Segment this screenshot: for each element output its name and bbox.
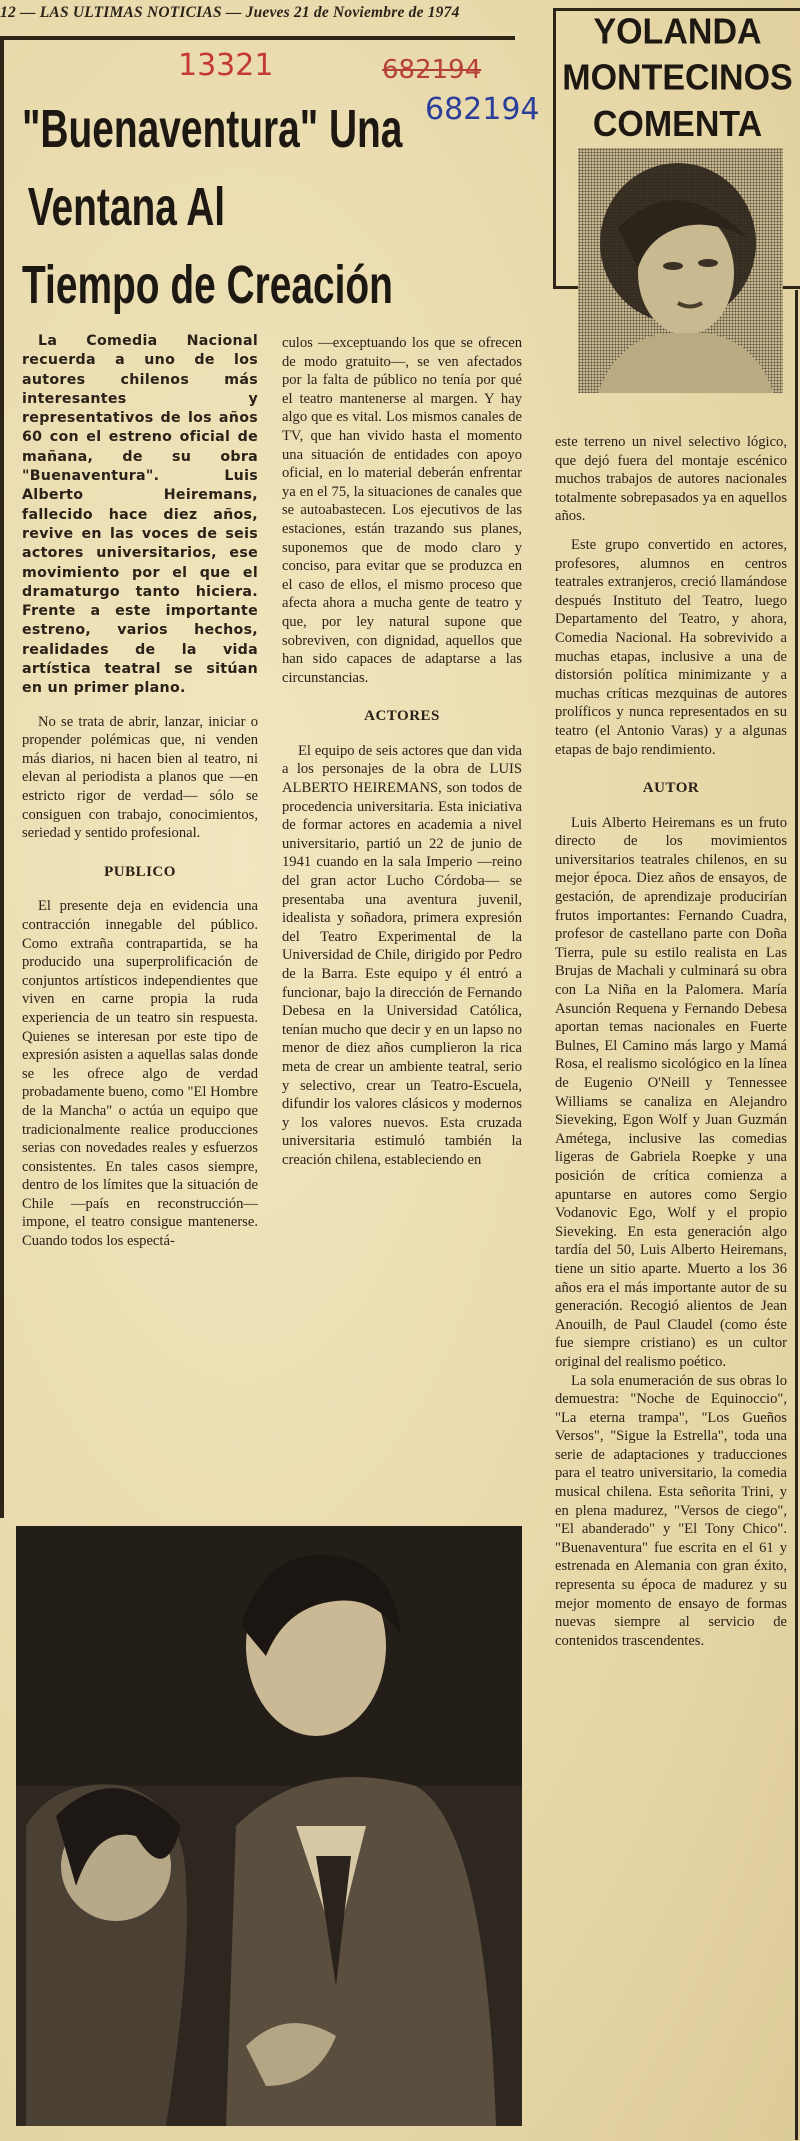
archive-number-blue: 682194 (425, 92, 540, 127)
author-portrait (578, 148, 783, 393)
paragraph: La sola enumeración de sus obras lo demuestra: "Noche de Equinoccio", "La eterna trampa", "Los Gueños Versos", "Sigue la Estrella", toda una serie de adaptaciones y traducciones para el teatro universitario, la comedia musical chilena. Esta señorita Trini, y en plena madurez, "Versos de ciego", "El abanderado" y "El Tony Chico". "Buenaventura" fue escrita en el 61 y estrenada en Alemania con gran éxito, representa su época de madurez y su mejor momento de ensayo de formas nuevas siempre al servicio de contenidos trascendentes. (555, 1372, 787, 1649)
archive-number-red: 13321 (178, 48, 274, 83)
paragraph: El equipo de seis actores que dan vida a los personajes de la obra de LUIS ALBERTO HEIREMANS, son todos de procedencia universitaria. Esta iniciativa de formar actores en academia a nivel universitario, partió un 22 de junio de 1941 cuando en la sala Imperio —reino del gran actor Lucho Córdoba— se presentaba una aventura juvenil, idealista y soñadora, primera expresión del Teatro Experimental de la Universidad de Chile, dirigido por Pedro de la Barra. Este equipo y él entró a funcionar, bajo la dirección de Fernando Debesa en la Universidad Católica, tenían mucho que decir y en un lapso no menor de diez años cumplieron la rica meta de crear un ambiente teatral, serio y selectivo, crear un Teatro-Escuela, difundir los valores clásicos y modernos y los valores nuevos. Esta cruzada universitaria estimuló también la creación chilena, estableciendo en (282, 742, 522, 1168)
article-column-2 (282, 334, 522, 1170)
right-border (795, 290, 798, 2140)
lead-paragraph: La Comedia Nacional recuerda a uno de los autores chilenos más interesantes y representativos de los años 60 con el estreno oficial de mañana, de su obra "Buenaventura". Luis Alberto Heiremans, fallecido hace diez años, revive en las voces de seis actores universitarios, ese movimiento por el que el dramaturgo tanto hiciera. Frente a este importante estreno, varios hechos, realidades de la vida artística teatral se sitúan en un primer plano. (22, 333, 258, 697)
top-rule (0, 36, 515, 40)
article-column-3 (555, 433, 787, 1650)
headline-line: "Buenaventura" Una (22, 99, 403, 159)
left-border (0, 38, 4, 1518)
headline-line: Tiempo de Creación (22, 255, 393, 315)
newspaper-masthead: 12 — LAS ULTIMAS NOTICIAS — Jueves 21 de Noviembre de 1974 (0, 4, 460, 21)
author-line: COMENTA (592, 104, 763, 145)
author-line: MONTECINOS (562, 58, 793, 98)
paragraph: Luis Alberto Heiremans es un fruto directo de los movimientos universitarios teatrales chilenos, en su mejor época. Diez años de ensayos, de gestación, de aprendizaje producirían frutos importantes: Fernando Cuadra, profesor de castellano parte con Doña Tierra, pule su estilo realista en Las Brujas de Machali y culminará su obra con La Niña en la Palomera. María Asunción Requena y Fernando Debesa aportan temas nacionales en Fuerte Bulnes, El Camino más largo y Mamá Rosa, el realismo sicológico en la línea de Eugenio O'Neill y Tennessee Williams se canaliza en Alejandro Sieveking, Egon Wolf y Juan Guzmán Amétega, inclusive las comedias ligeras de Gabriela Roepke y una posición de crítica comienza a apuntarse en autores como Sergio Vodanovic Ego, Wolf y el propio Sieveking. En esta generación algo tardía del 50, Luis Alberto Heiremans, tiene un sitio aparte. Muerto a los 36 años era el más importante autor de su generación. Recogió alientos de Jean Anouilh, de Paul Claudel (como éste fue siempre cristiano) es un cultor original del realismo poético. (555, 814, 787, 1370)
paragraph: culos —exceptuando los que se ofrecen de modo gratuito—, se ven afectados por la falta de público no tenía por qué el teatro mantenerse al margen. Y hay algo que es vital. Los mismos canales de TV, que han vivido hasta el momento una situación de entidades con apoyo oficial, en lo material deberán enfrentar ya en el 75, la situaciones de canales que se autoabastecen. Los ejecutivos de las estaciones, están trazando sus planes, suponemos que de modo claro y conciso, para evitar que se produzca en el caso de ellos, el mismo proceso que afecta ahora a mucha gente de teatro y que, por ley natural supone que sobreviven, con dignidad, aquellos que han sido capaces de adaptarse a las circunstancias. (282, 335, 522, 686)
section-heading-autor: AUTOR (642, 780, 700, 797)
article-lead (22, 332, 258, 699)
paragraph: No se trata de abrir, lanzar, iniciar o propender polémicas que, ni venden más diarios, ni hacen bien al teatro, ni elevan al periodista a planos que —en estricto rigor de verdad— sólo se consiguen con trabajo, conocimientos, seriedad y sentido profesional. (22, 713, 258, 842)
paragraph: Este grupo convertido en actores, profesores, alumnos en centros teatrales extranjeros, creció llamándose después Instituto del Teatro, luego Departamento del Teatro, y ahora, Comedia Nacional. Ha sobrevivido a muchas etapas, inclusive a una de distorsión política minimizante y a muchas críticas mezquinas de autores prolíficos y nunca representados en su teatro (el Antonio Varas) y a algunas etapas de bajo rendimiento. (555, 536, 787, 758)
paragraph: El presente deja en evidencia una contracción innegable del público. Como extraña contrapartida, se ha producido una superprolificación de conjuntos artísticos independientes que viven en carne propia la ruda experiencia de un teatro sin respuesta. Quienes se interesan por este tipo de expresión asisten a aquellas salas donde se les ofrece algo de verdad probadamente bueno, como "El Hombre de la Mancha" o actúa un equipo que tradicionalmente realice producciones serias con novedades reales y esfuerzos consistentes. En tales casos siempre, dentro de los límites que la situación de Chile —país en reconstrucción— impone, el teatro consigue mantenerse. Cuando todos los espectá- (22, 898, 258, 1250)
column-author (555, 9, 800, 148)
article-column-1 (22, 332, 258, 1251)
archive-number-struck: 682194 (382, 55, 482, 85)
article-headline (22, 90, 403, 324)
author-line: YOLANDA (593, 11, 762, 52)
section-heading-actores: ACTORES (364, 708, 440, 725)
scene-photo (16, 1526, 522, 2126)
section-heading-publico: PUBLICO (104, 863, 176, 880)
paragraph: este terreno un nivel selectivo lógico, que dejó fuera del montaje escénico muchos trabajos de autores nacionales totalmente sobrepasados ya en aquellos años. (555, 434, 787, 525)
headline-line: Ventana Al (27, 177, 226, 237)
